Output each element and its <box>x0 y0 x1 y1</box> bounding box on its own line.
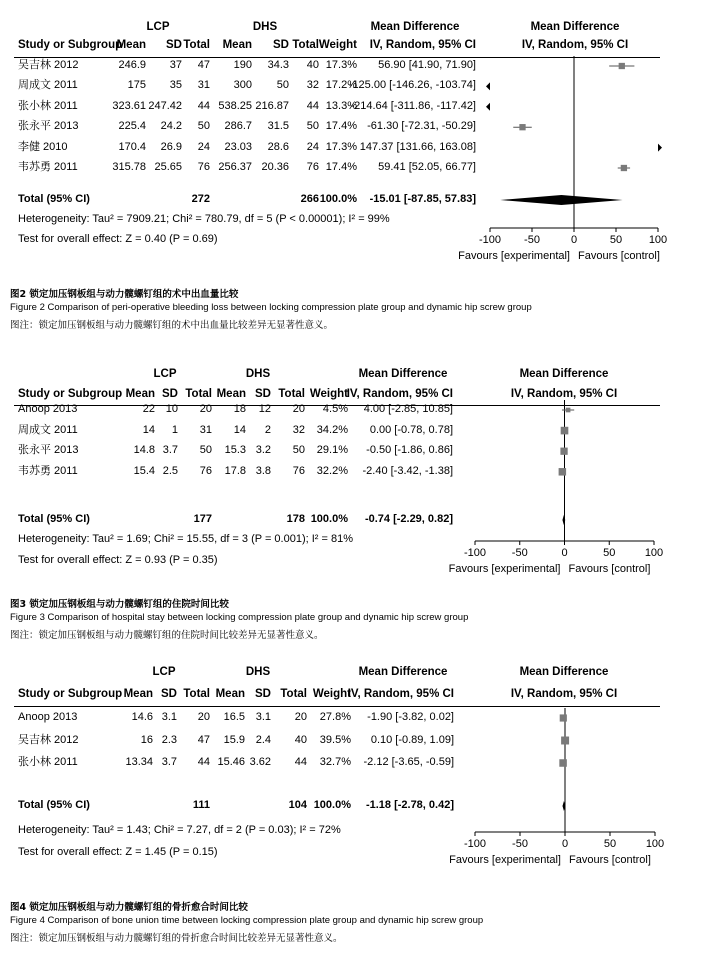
figure-note: 图注：锁定加压钢板组与动力髋螺钉组的住院时间比较差异无显著性意义。 <box>10 630 324 641</box>
study-mean2: 17.8 <box>224 464 246 477</box>
study-sd1: 2.3 <box>161 733 177 746</box>
study-mean2: 286.7 <box>224 120 252 133</box>
weight-column-header: Weight <box>309 388 348 400</box>
total-n2: 266 <box>300 193 319 205</box>
total-label: Total (95% CI) <box>18 193 90 205</box>
study-weight: 39.5% <box>319 733 351 746</box>
study-name: Anoop 2013 <box>18 711 78 723</box>
study-name: 韦苏勇 2011 <box>18 161 78 173</box>
study-mean1: 13.34 <box>125 756 153 768</box>
study-mean2: 15.3 <box>224 444 246 457</box>
study-sd1: 25.65 <box>154 161 182 173</box>
study-mean1: 22 <box>142 403 155 415</box>
study-n2: 50 <box>306 120 319 133</box>
figure-caption-cn: 图3 锁定加压钢板组与动力髋螺钉组的住院时间比较 <box>10 599 229 610</box>
figure-note: 图注：锁定加压钢板组与动力髋螺钉组的骨折愈合时间比较差异无显著性意义。 <box>10 933 343 944</box>
study-n1: 76 <box>197 161 210 173</box>
sd1-column-header: SD <box>166 39 182 51</box>
study-ci: 147.37 [131.66, 163.08] <box>359 140 476 153</box>
study-mean2: 15.46 <box>217 756 245 768</box>
study-mean2: 16.5 <box>223 711 245 723</box>
header-rule <box>14 57 660 58</box>
study-mean1: 225.4 <box>118 120 146 133</box>
group2-header: DHS <box>252 21 278 33</box>
study-n1: 24 <box>197 140 210 153</box>
study-name: 张永平 2013 <box>18 120 79 133</box>
study-n1: 50 <box>199 444 212 457</box>
x-tick-label: 50 <box>603 547 616 559</box>
forest-plot-area <box>0 59 704 238</box>
study-effect-square <box>559 759 567 767</box>
study-effect-square <box>519 124 525 130</box>
study-sd2: 34.3 <box>267 59 289 71</box>
sd2-column-header: SD <box>273 39 289 51</box>
study-mean1: 14.8 <box>133 444 155 457</box>
study-mean1: 323.61 <box>112 99 146 112</box>
study-column-header: Study or Subgroup <box>18 388 123 400</box>
study-mean1: 315.78 <box>112 161 146 173</box>
study-weight: 32.7% <box>319 756 351 768</box>
total-ci: -1.18 [-2.78, 0.42] <box>365 799 454 811</box>
md-header-right: Mean Difference <box>519 368 609 380</box>
study-mean2: 300 <box>233 79 252 92</box>
study-n1: 20 <box>197 711 210 723</box>
total-weight: 100.0% <box>310 513 348 525</box>
overall-effect-text: Test for overall effect: Z = 1.45 (P = 0.15) <box>18 846 218 858</box>
study-offscale-arrow <box>658 144 662 152</box>
ci-column-header: IV, Random, 95% CI <box>347 688 454 700</box>
total-n1: 177 <box>193 513 212 525</box>
study-mean1: 15.4 <box>133 464 155 477</box>
study-weight: 4.5% <box>322 403 348 415</box>
study-name: 周成文 2011 <box>18 423 78 436</box>
study-sd2: 3.62 <box>249 756 271 768</box>
study-sd2: 12 <box>258 403 271 415</box>
study-n1: 31 <box>199 423 212 436</box>
study-sd1: 24.2 <box>160 120 182 133</box>
study-sd1: 3.1 <box>161 711 177 723</box>
study-mean2: 23.03 <box>224 140 252 153</box>
favours-right-label: Favours [control] <box>568 563 651 575</box>
x-tick-label: 100 <box>645 838 665 850</box>
weight-column-header: Weight <box>318 39 357 51</box>
study-name: 张小林 2011 <box>18 756 78 768</box>
heterogeneity-text: Heterogeneity: Tau² = 1.69; Chi² = 15.55, df = 3 (P = 0.001); I² = 81% <box>18 533 353 545</box>
study-ci: -125.00 [-146.26, -103.74] <box>348 79 476 92</box>
group1-header: LCP <box>153 368 177 380</box>
favours-right-label: Favours [control] <box>578 250 660 262</box>
ci-column-header: IV, Random, 95% CI <box>369 39 476 51</box>
sd1-column-header: SD <box>162 388 178 400</box>
study-sd2: 3.1 <box>255 711 271 723</box>
overall-effect-text: Test for overall effect: Z = 0.93 (P = 0.35) <box>18 554 218 566</box>
study-n2: 20 <box>292 403 305 415</box>
x-tick-label: 50 <box>603 838 617 850</box>
study-sd1: 35 <box>169 79 182 92</box>
x-tick-label: -50 <box>512 838 528 850</box>
study-sd2: 50 <box>276 79 289 92</box>
md-header-right: Mean Difference <box>519 666 609 678</box>
sd1-column-header: SD <box>161 688 177 700</box>
mean2-column-header: Mean <box>216 388 246 400</box>
study-effect-square <box>621 165 627 171</box>
total1-column-header: Total <box>185 388 212 400</box>
favours-left-label: Favours [experimental] <box>458 250 570 262</box>
study-weight: 13.3% <box>325 99 357 112</box>
plot-column-header: IV, Random, 95% CI <box>510 388 618 400</box>
md-header-right: Mean Difference <box>530 21 620 33</box>
study-sd2: 216.87 <box>255 99 289 112</box>
x-tick-label: 50 <box>609 234 623 246</box>
total2-column-header: Total <box>292 39 319 51</box>
study-sd1: 37 <box>169 59 182 71</box>
x-tick-label: 100 <box>644 547 664 559</box>
study-sd2: 20.36 <box>261 161 289 173</box>
heterogeneity-text: Heterogeneity: Tau² = 1.43; Chi² = 7.27, df = 2 (P = 0.03); I² = 72% <box>18 824 341 836</box>
x-tick-label: 0 <box>561 838 569 850</box>
study-sd2: 2 <box>264 423 271 436</box>
study-n1: 20 <box>199 403 212 415</box>
study-ci: -61.30 [-72.31, -50.29] <box>367 120 476 133</box>
forest-plot-area <box>0 708 704 842</box>
study-effect-square <box>559 468 566 475</box>
study-weight: 34.2% <box>316 423 348 436</box>
study-n2: 32 <box>292 423 305 436</box>
study-mean1: 246.9 <box>118 59 146 71</box>
figure-caption-cn: 图4 锁定加压钢板组与动力髋螺钉组的骨折愈合时间比较 <box>10 902 248 913</box>
x-tick-label: 0 <box>561 547 568 559</box>
x-tick-label: 100 <box>648 234 668 246</box>
study-sd2: 28.6 <box>267 140 289 153</box>
x-tick-label: -50 <box>524 234 540 246</box>
study-name: 吴吉林 2012 <box>18 733 79 746</box>
study-mean1: 14 <box>142 423 155 436</box>
study-n2: 44 <box>294 756 307 768</box>
study-ci: 0.00 [-0.78, 0.78] <box>369 423 453 436</box>
total1-column-header: Total <box>183 688 210 700</box>
study-mean2: 15.9 <box>223 733 245 746</box>
study-weight: 32.2% <box>316 464 348 477</box>
study-sd2: 3.2 <box>255 444 271 457</box>
study-mean1: 170.4 <box>118 140 146 153</box>
sd2-column-header: SD <box>255 388 271 400</box>
study-n1: 47 <box>197 59 210 71</box>
total-ci: -15.01 [-87.85, 57.83] <box>369 193 476 205</box>
favours-left-label: Favours [experimental] <box>448 563 561 575</box>
study-mean1: 175 <box>127 79 146 92</box>
total-n1: 111 <box>192 799 210 811</box>
heterogeneity-text: Heterogeneity: Tau² = 7909.21; Chi² = 780.79, df = 5 (P < 0.00001); I² = 99% <box>18 213 390 225</box>
pooled-diamond <box>500 195 622 205</box>
favours-right-label: Favours [control] <box>569 854 651 866</box>
study-n2: 40 <box>294 733 307 746</box>
study-sd1: 26.9 <box>160 140 182 153</box>
study-mean2: 18 <box>233 403 246 415</box>
study-weight: 17.2% <box>325 79 357 92</box>
x-tick-label: 0 <box>570 234 578 246</box>
study-n2: 76 <box>306 161 319 173</box>
study-ci: -2.12 [-3.65, -0.59] <box>363 756 454 768</box>
total-ci: -0.74 [-2.29, 0.82] <box>364 513 453 525</box>
forest-plot-area <box>0 407 704 551</box>
study-ci: 4.00 [-2.85, 10.85] <box>363 403 453 415</box>
plot-column-header: IV, Random, 95% CI <box>521 39 629 51</box>
total2-column-header: Total <box>280 688 307 700</box>
group2-header: DHS <box>245 666 271 678</box>
study-name: 李健 2010 <box>18 140 68 153</box>
study-name: 韦苏勇 2011 <box>18 464 78 477</box>
study-name: 张永平 2013 <box>18 444 79 457</box>
study-mean2: 256.37 <box>218 161 252 173</box>
group1-header: LCP <box>152 666 176 678</box>
ci-column-header: IV, Random, 95% CI <box>346 388 453 400</box>
mean2-column-header: Mean <box>222 39 252 51</box>
study-mean2: 538.25 <box>218 99 252 112</box>
weight-column-header: Weight <box>312 688 351 700</box>
study-ci: -214.64 [-311.86, -117.42] <box>350 99 476 112</box>
study-n2: 40 <box>306 59 319 71</box>
total-weight: 100.0% <box>319 193 357 205</box>
figure-caption-en: Figure 2 Comparison of peri-operative bleeding loss between locking compression plate group and dynamic hip screw group <box>10 302 532 313</box>
mean1-column-header: Mean <box>125 388 155 400</box>
study-sd1: 3.7 <box>162 444 178 457</box>
sd2-column-header: SD <box>255 688 271 700</box>
study-mean2: 190 <box>233 59 252 71</box>
study-ci: -0.50 [-1.86, 0.86] <box>366 444 453 457</box>
study-n1: 47 <box>197 733 210 746</box>
md-header-left: Mean Difference <box>358 368 448 380</box>
x-tick-label: -100 <box>463 838 487 850</box>
study-ci: 59.41 [52.05, 66.77] <box>378 161 476 173</box>
mean2-column-header: Mean <box>215 688 245 700</box>
study-n2: 20 <box>294 711 307 723</box>
x-tick-label: -50 <box>511 547 528 559</box>
total2-column-header: Total <box>278 388 305 400</box>
plot-column-header: IV, Random, 95% CI <box>510 688 618 700</box>
study-sd2: 3.8 <box>255 464 271 477</box>
study-n2: 24 <box>306 140 319 153</box>
x-tick-label: -100 <box>478 234 502 246</box>
md-header-left: Mean Difference <box>370 21 460 33</box>
group2-header: DHS <box>245 368 271 380</box>
study-sd2: 31.5 <box>267 120 289 133</box>
study-ci: -1.90 [-3.82, 0.02] <box>367 711 454 723</box>
study-mean2: 14 <box>233 423 246 436</box>
study-ci: -2.40 [-3.42, -1.38] <box>362 464 453 477</box>
study-mean1: 16 <box>140 733 153 746</box>
study-name: Anoop 2013 <box>18 403 78 415</box>
study-n1: 44 <box>197 99 210 112</box>
study-weight: 27.8% <box>319 711 351 723</box>
x-tick-label: -100 <box>463 547 487 559</box>
study-sd1: 2.5 <box>162 464 178 477</box>
figure-caption-en: Figure 4 Comparison of bone union time between locking compression plate group and dynamic hip screw group <box>10 915 484 926</box>
study-sd2: 2.4 <box>255 733 271 746</box>
study-n1: 31 <box>197 79 210 92</box>
figure-caption-en: Figure 3 Comparison of hospital stay between locking compression plate group and dynamic hip screw group <box>10 612 469 623</box>
total-n1: 272 <box>191 193 210 205</box>
study-effect-square <box>561 737 569 745</box>
study-mean1: 14.6 <box>131 711 153 723</box>
study-weight: 17.4% <box>325 120 357 133</box>
figure-note: 图注：锁定加压钢板组与动力髋螺钉组的术中出血量比较差异无显著性意义。 <box>10 320 334 331</box>
study-n2: 32 <box>306 79 319 92</box>
study-column-header: Study or Subgroup <box>18 39 123 51</box>
study-weight: 17.3% <box>325 59 357 71</box>
study-effect-square <box>560 448 567 455</box>
study-effect-square <box>619 63 625 69</box>
study-weight: 17.3% <box>325 140 357 153</box>
total-weight: 100.0% <box>313 799 351 811</box>
study-sd1: 247.42 <box>148 99 182 112</box>
header-rule <box>14 706 660 707</box>
favours-left-label: Favours [experimental] <box>449 854 561 866</box>
group1-header: LCP <box>146 21 170 33</box>
total-label: Total (95% CI) <box>18 513 90 525</box>
study-name: 吴吉林 2012 <box>18 59 79 71</box>
study-offscale-arrow <box>486 82 490 90</box>
study-effect-square <box>566 408 571 413</box>
study-n1: 50 <box>197 120 210 133</box>
study-n2: 76 <box>292 464 305 477</box>
study-sd1: 3.7 <box>161 756 177 768</box>
total-n2: 104 <box>288 799 307 811</box>
study-offscale-arrow <box>486 103 490 111</box>
study-name: 张小林 2011 <box>18 99 78 112</box>
md-header-left: Mean Difference <box>358 666 448 678</box>
study-sd1: 1 <box>171 423 178 436</box>
study-ci: 0.10 [-0.89, 1.09] <box>370 733 454 746</box>
study-column-header: Study or Subgroup <box>18 688 123 700</box>
total-label: Total (95% CI) <box>18 799 90 811</box>
study-n2: 50 <box>292 444 305 457</box>
study-weight: 17.4% <box>325 161 357 173</box>
study-name: 周成文 2011 <box>18 79 78 92</box>
study-ci: 56.90 [41.90, 71.90] <box>378 59 476 71</box>
study-n2: 44 <box>306 99 319 112</box>
total1-column-header: Total <box>183 39 210 51</box>
study-n1: 76 <box>199 464 212 477</box>
study-sd1: 10 <box>165 403 178 415</box>
mean1-column-header: Mean <box>116 39 146 51</box>
overall-effect-text: Test for overall effect: Z = 0.40 (P = 0.69) <box>18 233 218 245</box>
mean1-column-header: Mean <box>123 688 153 700</box>
study-n1: 44 <box>197 756 210 768</box>
figure-caption-cn: 图2 锁定加压钢板组与动力髋螺钉组的术中出血量比较 <box>10 289 239 300</box>
study-weight: 29.1% <box>316 444 348 457</box>
study-effect-square <box>561 427 569 435</box>
study-effect-square <box>560 714 567 721</box>
total-n2: 178 <box>286 513 305 525</box>
